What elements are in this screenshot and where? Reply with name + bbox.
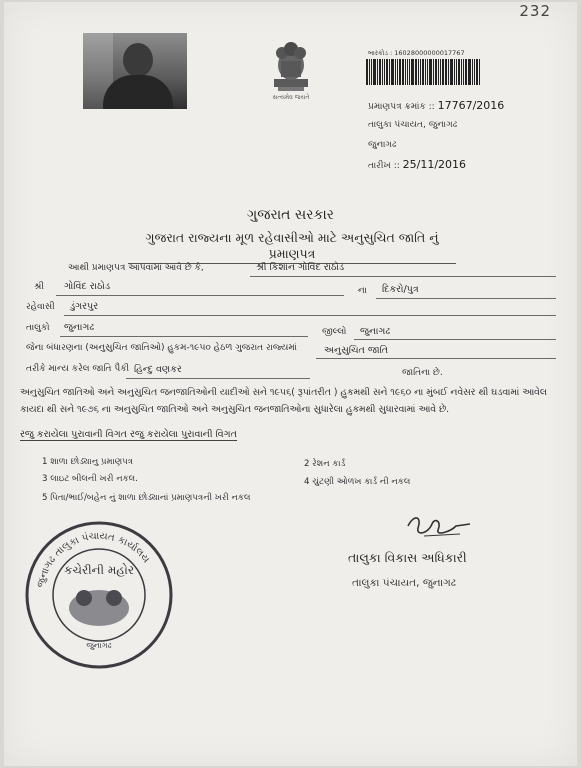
evidence-item-4: 4 ચુંટણી ઓળખ કાર્ડ ની નકલ (304, 477, 411, 487)
certificate-number: 17767/2016 (437, 99, 505, 112)
office-seal-stamp (24, 518, 174, 672)
recognized-text: તરીકે માન્ય કરેલ જાતિ પૈકી (26, 364, 130, 374)
evidence-item-2: 2 રેશન કાર્ડ (304, 459, 346, 469)
district-label: જીલ્લો (322, 327, 347, 337)
certificate-title: ગુજરાત રાજ્યના મૂળ રહેવાસીઓ માટે અનુસુચિત જાતિ નું પ્રમાણપત્ર (128, 230, 456, 264)
applicant-photo (83, 33, 187, 109)
officer-signature (404, 512, 474, 542)
date-row: તારીખ :: 25/11/2016 (368, 158, 467, 171)
svg-text:જુનાગઢ તાલુકા પંચાયત કાર્યાલય: જુનાગઢ તાલુકા પંચાયત કાર્યાલય (35, 530, 152, 589)
taluka-label: તાલુકો (26, 323, 50, 333)
caste-suffix: જાતિના છે. (402, 368, 443, 378)
order-text: જેના બંધારણના (અનુસુચિત જાતિઓ) હુકમ-૧૯૫૦ હેઠળ ગુજરાત રાજ્યમાં (26, 343, 297, 353)
svg-text:કચેરીની મહોર: કચેરીની મહોર (63, 563, 135, 577)
father-name: ગોવિંદ રાઠોડ (64, 281, 111, 292)
caste-name: હિન્દુ વણકર (134, 364, 182, 375)
office-line-1: તાલુકા પંચાયત, જુનાગઢ (368, 120, 458, 130)
office-line-2: જુનાગઢ (368, 140, 397, 150)
barcode (366, 59, 482, 85)
certificate-number-row: પ્રમાણપત્ર ક્રમાંક :: 17767/2016 (368, 99, 505, 112)
evidence-item-3: 3 લાઇટ બીલની ખરી નકલ. (42, 474, 138, 484)
district: જુનાગઢ (360, 326, 391, 337)
date-label: તારીખ (368, 161, 391, 171)
applicant-name: શ્રી કિશાન ગોવિંદ રાઠોડ (256, 262, 345, 273)
handwritten-number: 232 (519, 2, 551, 20)
emblem-caption: સત્યમેવ જયતે (272, 94, 310, 101)
government-heading: ગુજરાત સરકાર (247, 207, 334, 223)
certificate-number-label: પ્રમાણપત્ર ક્રમાંક (368, 102, 426, 112)
relation: દિકરો/પુત્ર (382, 284, 419, 295)
certificate-page (4, 2, 577, 766)
officer-office: તાલુકા પંચાયત, જુનાગઢ (352, 577, 457, 589)
taluka: જુનાગઢ (64, 322, 95, 333)
barcode-text: બારકોડ : 16028000000017767 (368, 49, 465, 57)
caste-category: અનુસુચિત જાતિ (324, 345, 389, 356)
legal-paragraph: અનુસુચિત જાતિઓ અને અનુસુચિત જનજાતિઓની યાદીઓ સને ૧૯૫૬( રૂપાંતરીત ) હુકમથી સને ૧૯૬૦ ના મુંબઈ નવેસર થી ઘડવામાં આવેલ કાયદા થી સને ૧૯૭૬ ના અનુસુચિત જાતિઓ અને અનુસુચિત જનજાતિઓના સુધારેલા હુકમથી સુધારવામાં આવે છે. (20, 387, 547, 415)
evidence-item-5: 5 પિતા/ભાઈ/બહેન નું શાળા છોડ્યાનાં પ્રમાણપત્રની ખરી નકલ (42, 493, 251, 503)
resident-village: ડુંગરપુર (70, 301, 99, 312)
certify-text: આથી પ્રમાણપત્ર આપવામાં આવે છે કે, (68, 263, 204, 273)
na-label: ના (358, 286, 367, 296)
evidence-item-1: 1 શાળા છોડ્યાનુ પ્રમાણપત્ર (42, 457, 134, 467)
officer-title: તાલુકા વિકાસ અધિકારી (348, 550, 467, 565)
issue-date: 25/11/2016 (402, 158, 467, 171)
resident-label: રહેવાસી (26, 302, 55, 312)
evidence-heading: રજુ કરાયેલા પુરાવાની વિગત રજુ કરાયેલા પુરાવાની વિગત (20, 429, 237, 440)
shri-label: શ્રી (34, 282, 44, 292)
svg-text:જુનાગઢ: જુનાગઢ (86, 641, 112, 650)
